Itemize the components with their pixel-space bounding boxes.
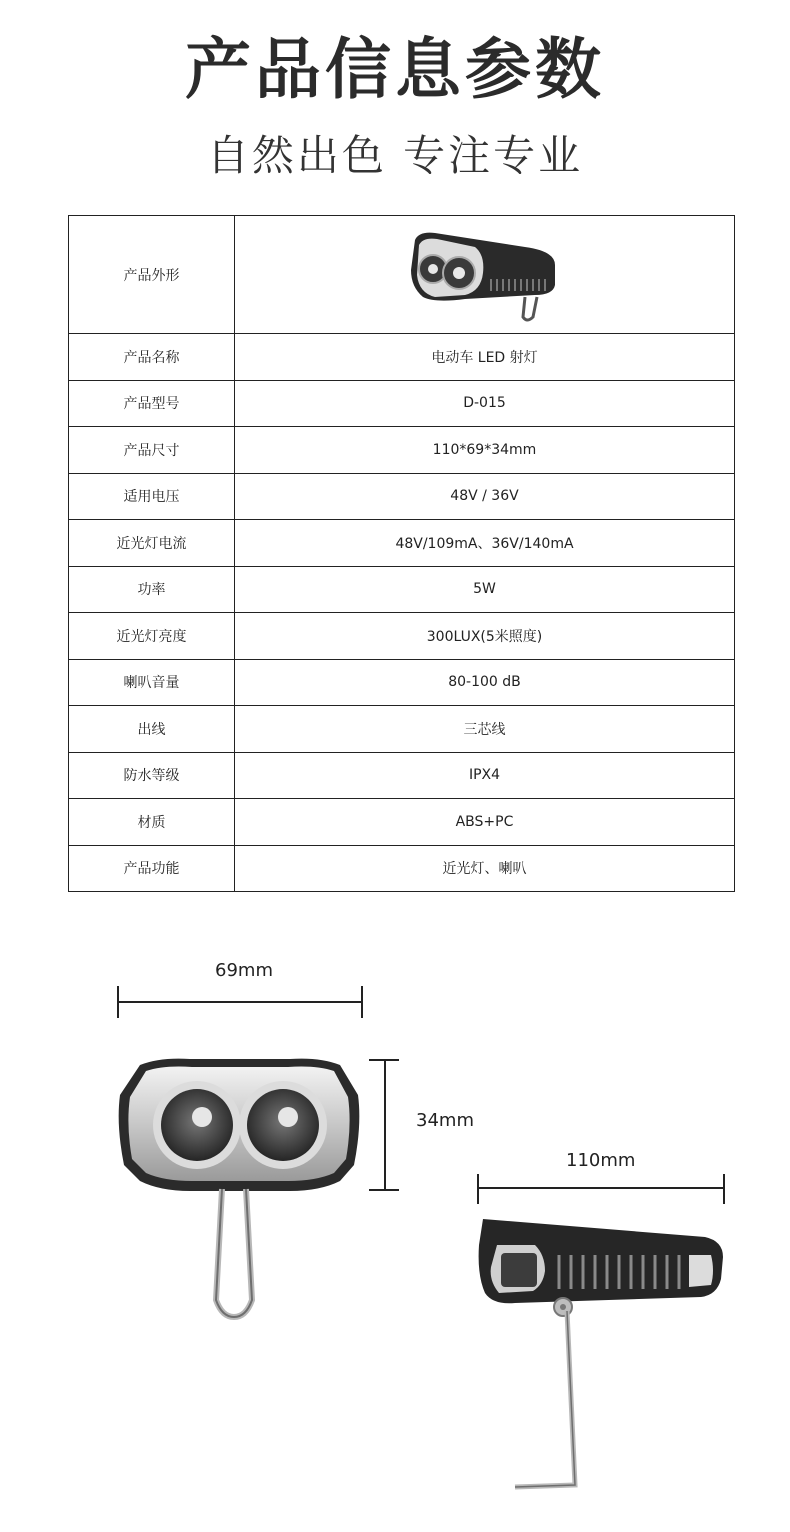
length-dimension-line <box>470 1172 732 1212</box>
spec-row <box>69 845 735 892</box>
spec-value: 48V/109mA、36V/140mA <box>235 520 735 567</box>
spec-label: 产品尺寸 <box>69 427 235 474</box>
spec-value: 三芯线 <box>235 706 735 753</box>
spec-label: 产品功能 <box>69 845 235 892</box>
spec-label: 出线 <box>69 706 235 753</box>
spec-label: 防水等级 <box>69 752 235 799</box>
spec-row <box>69 380 735 427</box>
spec-value: 48V / 36V <box>235 473 735 520</box>
spec-row <box>69 566 735 613</box>
spec-label: 近光灯电流 <box>69 520 235 567</box>
spec-label: 产品型号 <box>69 380 235 427</box>
headlight-front-image <box>110 1055 370 1325</box>
spec-row <box>69 752 735 799</box>
spec-row <box>69 473 735 520</box>
spec-value: 近光灯、喇叭 <box>235 845 735 892</box>
spec-row <box>69 706 735 753</box>
spec-label: 材质 <box>69 799 235 846</box>
headlight-side-image <box>475 1215 730 1500</box>
spec-row <box>69 799 735 846</box>
spec-value: 80-100 dB <box>235 659 735 706</box>
spec-label: 喇叭音量 <box>69 659 235 706</box>
width-dimension-line <box>110 980 370 1030</box>
product-shape-cell <box>235 216 735 334</box>
spec-row <box>69 427 735 474</box>
spec-label: 功率 <box>69 566 235 613</box>
spec-table <box>68 215 735 892</box>
height-dimension-label: 34mm <box>416 1110 474 1131</box>
page-subtitle: 自然出色 专注专业 <box>206 131 584 180</box>
spec-label: 适用电压 <box>69 473 235 520</box>
spec-value: 110*69*34mm <box>235 427 735 474</box>
headlight-thumbnail <box>405 225 565 325</box>
spec-row <box>69 216 735 334</box>
spec-label: 近光灯亮度 <box>69 613 235 660</box>
width-dimension-label: 69mm <box>215 960 273 981</box>
spec-value: 5W <box>235 566 735 613</box>
spec-label: 产品名称 <box>69 334 235 381</box>
spec-row <box>69 520 735 567</box>
page-title: 产品信息参数 <box>185 31 605 108</box>
spec-row <box>69 613 735 660</box>
spec-value: 300LUX(5米照度) <box>235 613 735 660</box>
spec-row <box>69 659 735 706</box>
spec-row <box>69 334 735 381</box>
spec-value: D-015 <box>235 380 735 427</box>
length-dimension-label: 110mm <box>566 1150 636 1171</box>
height-dimension-line <box>365 1055 405 1195</box>
spec-label: 产品外形 <box>69 216 235 334</box>
spec-value: IPX4 <box>235 752 735 799</box>
spec-value: 电动车 LED 射灯 <box>235 334 735 381</box>
spec-value: ABS+PC <box>235 799 735 846</box>
